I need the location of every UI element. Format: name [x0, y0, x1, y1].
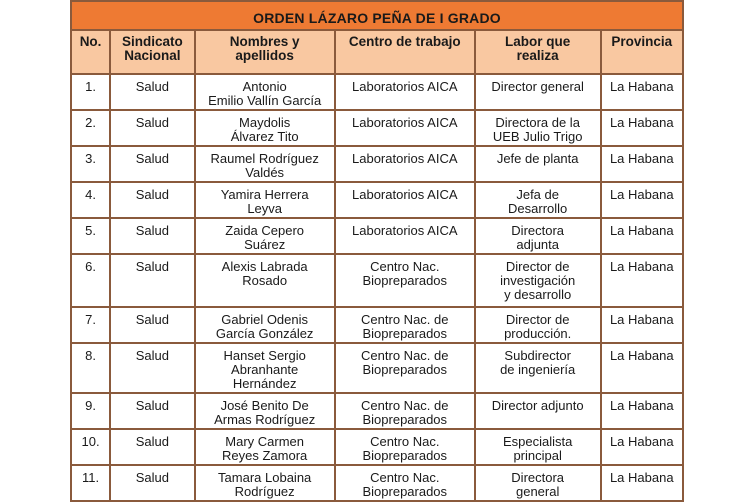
header-provincia: Provincia — [601, 30, 683, 74]
cell-labor — [475, 74, 601, 110]
labor-line: UEB Julio Trigo — [492, 129, 583, 144]
labor-line: principal — [513, 448, 562, 463]
cell-provincia: La Habana — [601, 429, 683, 465]
nombre-line: Valdés — [245, 165, 285, 180]
cell-provincia: La Habana — [601, 182, 683, 218]
cell-nombre — [195, 218, 335, 254]
cell-no: 10. — [71, 429, 110, 465]
header-sindicato-line: Nacional — [124, 48, 181, 63]
centro-line: Laboratorios AICA — [352, 223, 458, 238]
cell-sindicato: Salud — [110, 307, 194, 343]
centro-line: Laboratorios AICA — [352, 79, 458, 94]
cell-sindicato: Salud — [110, 74, 194, 110]
cell-centro — [335, 307, 475, 343]
centro-line: Biopreparados — [362, 273, 448, 288]
cell-labor — [475, 343, 601, 393]
table-body — [71, 74, 683, 501]
labor-line: adjunta — [516, 237, 559, 252]
labor-line: producción. — [504, 326, 572, 341]
labor-line: Directora — [511, 470, 565, 485]
labor-line: Especialista — [502, 434, 573, 449]
cell-labor — [475, 254, 601, 307]
labor-line: general — [515, 484, 560, 499]
centro-line: Centro Nac. — [370, 259, 440, 274]
cell-centro — [335, 465, 475, 501]
cell-centro — [335, 429, 475, 465]
centro-line: Biopreparados — [362, 362, 448, 377]
cell-sindicato: Salud — [110, 254, 194, 307]
table-row — [71, 218, 683, 254]
centro-line: Centro Nac. — [370, 470, 440, 485]
nombre-line: Álvarez Tito — [230, 129, 299, 144]
cell-sindicato: Salud — [110, 429, 194, 465]
cell-centro — [335, 254, 475, 307]
cell-labor — [475, 393, 601, 429]
labor-line: Director de — [505, 259, 570, 274]
cell-no: 7. — [71, 307, 110, 343]
cell-labor — [475, 465, 601, 501]
nombre-line: Rodríguez — [234, 484, 295, 499]
cell-sindicato: Salud — [110, 146, 194, 182]
centro-line: Biopreparados — [362, 484, 448, 499]
nombre-line: Leyva — [247, 201, 283, 216]
table-row — [71, 110, 683, 146]
nombre-line: Hernández — [232, 376, 297, 391]
header-nombres-line: apellidos — [235, 48, 294, 63]
centro-line: Centro Nac. de — [361, 312, 449, 327]
cell-sindicato: Salud — [110, 343, 194, 393]
cell-nombre — [195, 254, 335, 307]
nombre-line: Hanset Sergio — [223, 348, 306, 363]
nombre-line: Raumel Rodríguez — [210, 151, 319, 166]
labor-line: investigación — [500, 273, 576, 288]
cell-no: 2. — [71, 110, 110, 146]
centro-line: Laboratorios AICA — [352, 187, 458, 202]
cell-centro — [335, 343, 475, 393]
labor-line: Director general — [491, 79, 584, 94]
header-sindicato-line: Sindicato — [121, 34, 183, 49]
cell-labor — [475, 307, 601, 343]
cell-no: 8. — [71, 343, 110, 393]
nombre-line: José Benito De — [220, 398, 309, 413]
cell-provincia: La Habana — [601, 307, 683, 343]
cell-nombre — [195, 74, 335, 110]
cell-no: 11. — [71, 465, 110, 501]
cell-no: 1. — [71, 74, 110, 110]
header-sindicato — [110, 30, 194, 74]
cell-provincia: La Habana — [601, 465, 683, 501]
nombre-line: Alexis Labrada — [221, 259, 308, 274]
header-nombres-line: Nombres y — [229, 34, 300, 49]
cell-labor — [475, 110, 601, 146]
cell-centro — [335, 146, 475, 182]
header-labor-line: Labor que — [505, 34, 571, 49]
table-row — [71, 146, 683, 182]
centro-line: Centro Nac. de — [361, 348, 449, 363]
cell-provincia: La Habana — [601, 343, 683, 393]
table-row — [71, 343, 683, 393]
cell-nombre — [195, 307, 335, 343]
cell-centro — [335, 182, 475, 218]
cell-centro — [335, 110, 475, 146]
labor-line: Jefe de planta — [496, 151, 579, 166]
table-title: ORDEN LÁZARO PEÑA DE I GRADO — [71, 1, 683, 30]
labor-line: Director de — [505, 312, 570, 327]
header-centro: Centro de trabajo — [335, 30, 475, 74]
cell-no: 3. — [71, 146, 110, 182]
cell-provincia: La Habana — [601, 218, 683, 254]
cell-provincia: La Habana — [601, 110, 683, 146]
cell-sindicato: Salud — [110, 182, 194, 218]
nombre-line: Maydolis — [239, 115, 291, 130]
cell-nombre — [195, 465, 335, 501]
centro-line: Centro Nac. — [370, 434, 440, 449]
title-row — [71, 1, 683, 30]
cell-sindicato: Salud — [110, 218, 194, 254]
cell-provincia: La Habana — [601, 146, 683, 182]
cell-sindicato: Salud — [110, 393, 194, 429]
header-no: No. — [71, 30, 110, 74]
cell-no: 9. — [71, 393, 110, 429]
cell-no: 5. — [71, 218, 110, 254]
table-row — [71, 307, 683, 343]
header-labor — [475, 30, 601, 74]
nombre-line: Tamara Lobaina — [218, 470, 312, 485]
labor-line: Jefa de — [516, 187, 559, 202]
table-row — [71, 393, 683, 429]
cell-centro — [335, 393, 475, 429]
header-labor-line: realiza — [516, 48, 559, 63]
table-row — [71, 429, 683, 465]
centro-line: Biopreparados — [362, 448, 448, 463]
cell-labor — [475, 182, 601, 218]
nombre-line: Suárez — [244, 237, 286, 252]
header-nombres — [195, 30, 335, 74]
nombre-line: Emilio Vallín García — [208, 93, 322, 108]
table-row — [71, 254, 683, 307]
cell-nombre — [195, 343, 335, 393]
table-row — [71, 182, 683, 218]
cell-centro — [335, 218, 475, 254]
cell-nombre — [195, 182, 335, 218]
nombre-line: Mary Carmen — [225, 434, 305, 449]
cell-no: 4. — [71, 182, 110, 218]
labor-line: de ingeniería — [500, 362, 576, 377]
centro-line: Laboratorios AICA — [352, 151, 458, 166]
labor-line: Desarrollo — [508, 201, 568, 216]
nombre-line: Abranhante — [231, 362, 299, 377]
nombre-line: Reyes Zamora — [222, 448, 308, 463]
cell-labor — [475, 429, 601, 465]
header-row — [71, 30, 683, 74]
cell-sindicato: Salud — [110, 465, 194, 501]
award-table — [70, 0, 684, 502]
cell-labor — [475, 146, 601, 182]
cell-provincia: La Habana — [601, 393, 683, 429]
centro-line: Biopreparados — [362, 412, 448, 427]
centro-line: Centro Nac. de — [361, 398, 449, 413]
labor-line: Director adjunto — [491, 398, 584, 413]
cell-nombre — [195, 393, 335, 429]
centro-line: Biopreparados — [362, 326, 448, 341]
nombre-line: Yamira Herrera — [220, 187, 309, 202]
cell-nombre — [195, 429, 335, 465]
cell-labor — [475, 218, 601, 254]
table-row — [71, 465, 683, 501]
cell-centro — [335, 74, 475, 110]
award-table-container — [70, 0, 684, 502]
cell-nombre — [195, 146, 335, 182]
labor-line: Directora — [511, 223, 565, 238]
cell-provincia: La Habana — [601, 254, 683, 307]
nombre-line: Armas Rodríguez — [214, 412, 316, 427]
labor-line: y desarrollo — [504, 287, 572, 302]
nombre-line: Antonio — [242, 79, 287, 94]
cell-nombre — [195, 110, 335, 146]
cell-provincia: La Habana — [601, 74, 683, 110]
centro-line: Laboratorios AICA — [352, 115, 458, 130]
labor-line: Directora de la — [495, 115, 580, 130]
labor-line: Subdirector — [504, 348, 571, 363]
cell-no: 6. — [71, 254, 110, 307]
table-row — [71, 74, 683, 110]
nombre-line: Gabriel Odenis — [221, 312, 309, 327]
nombre-line: García González — [215, 326, 314, 341]
nombre-line: Zaida Cepero — [225, 223, 305, 238]
nombre-line: Rosado — [242, 273, 288, 288]
cell-sindicato: Salud — [110, 110, 194, 146]
